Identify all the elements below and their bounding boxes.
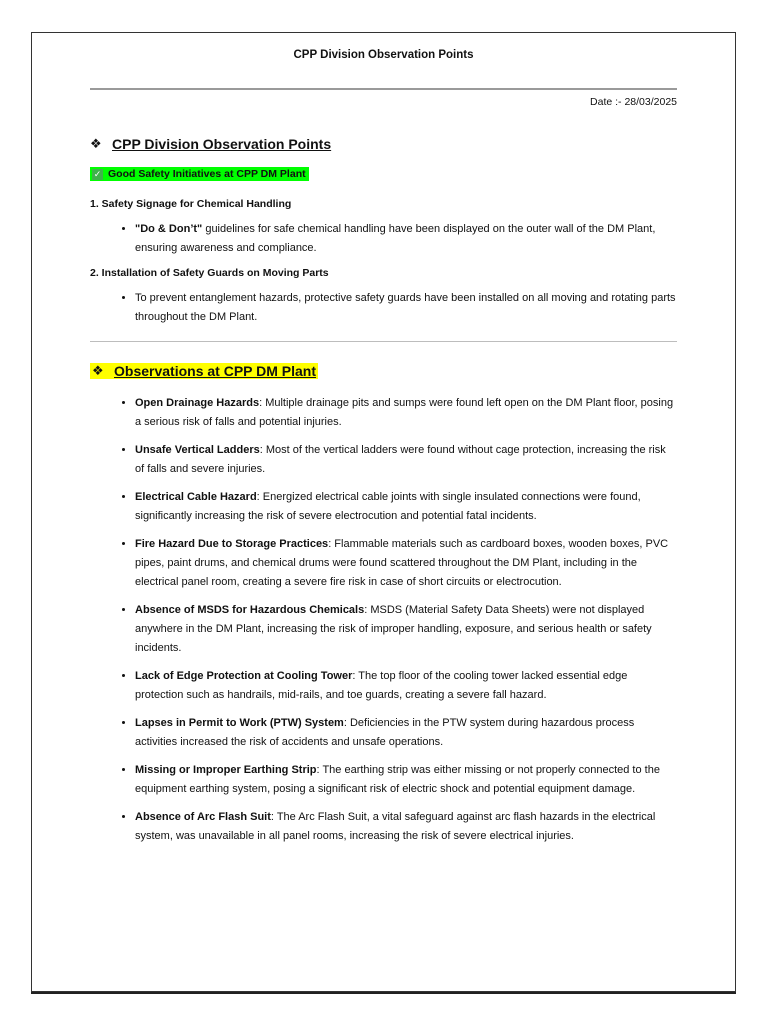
page-header-title: CPP Division Observation Points xyxy=(293,49,474,61)
list-item: • Unsafe Vertical Ladders: Most of the vertical ladders were found without cage protection, increasing the risk of falls and severe injuries. xyxy=(135,441,677,479)
list-item: • Lack of Edge Protection at Cooling Tower: The top floor of the cooling tower lacked essential edge protection such as handrails, mid-rails, and toe guards, creating a severe fall hazard. xyxy=(135,667,677,705)
observations-list xyxy=(90,394,677,846)
diamond-bullet-icon: ❖ xyxy=(90,136,102,151)
list-item: • "Do & Don’t" guidelines for safe chemical handling have been displayed on the outer wall of the DM Plant, ensuring awareness and compliance. xyxy=(135,220,677,258)
list-item: • Absence of Arc Flash Suit: The Arc Flash Suit, a vital safeguard against arc flash hazards in the electrical system, was unavailable in all panel rooms, increasing the risk of severe electrical injuries. xyxy=(135,808,677,846)
diamond-bullet-icon: ❖ xyxy=(92,362,104,378)
initiative-list-2 xyxy=(90,289,677,327)
section-heading-observations: ❖ Observations at CPP DM Plant xyxy=(92,362,317,379)
section-heading-observation-points: ❖ CPP Division Observation Points xyxy=(90,136,332,152)
list-item: • Fire Hazard Due to Storage Practices: Flammable materials such as cardboard boxes, wooden boxes, PVC pipes, paint drums, and chemical drums were found scattered throughout the DM Plant, including in the electrical panel room, creating a severe fire risk in case of short circuits or electrocution. xyxy=(135,535,677,592)
initiative-heading-2: 2. Installation of Safety Guards on Moving Parts xyxy=(90,266,329,279)
list-item: • Electrical Cable Hazard: Energized electrical cable joints with single insulated connections were found, significantly increasing the risk of severe electrocution and potential fatal incidents. xyxy=(135,488,677,526)
checkmark-icon: ✓ xyxy=(93,168,102,179)
list-item: • Absence of MSDS for Hazardous Chemicals: MSDS (Material Safety Data Sheets) were not displayed anywhere in the DM Plant, increasing the risk of improper handling, exposure, and serious health or safety incidents. xyxy=(135,601,677,658)
document-content xyxy=(90,133,677,855)
list-item: • Missing or Improper Earthing Strip: The earthing strip was either missing or not properly connected to the equipment earthing system, posing a significant risk of electric shock and potential equipment damage. xyxy=(135,761,677,799)
document-date: Date :- 28/03/2025 xyxy=(590,96,677,108)
section-divider xyxy=(90,341,677,342)
list-item: • Open Drainage Hazards: Multiple drainage pits and sumps were found left open on the DM Plant floor, posing a serious risk of falls and potential injuries. xyxy=(135,394,677,432)
document-page xyxy=(31,32,736,992)
initiative-list-1 xyxy=(90,220,677,258)
initiative-heading-1: 1. Safety Signage for Chemical Handling xyxy=(90,197,292,210)
list-item: • To prevent entanglement hazards, protective safety guards have been installed on all moving and rotating parts throughout the DM Plant. xyxy=(135,289,677,327)
good-initiatives-tag: ✓ Good Safety Initiatives at CPP DM Plant xyxy=(90,167,309,181)
list-item: • Lapses in Permit to Work (PTW) System: Deficiencies in the PTW system during hazardous process activities increased the risk of accidents and unsafe operations. xyxy=(135,714,677,752)
header-divider xyxy=(90,88,677,90)
